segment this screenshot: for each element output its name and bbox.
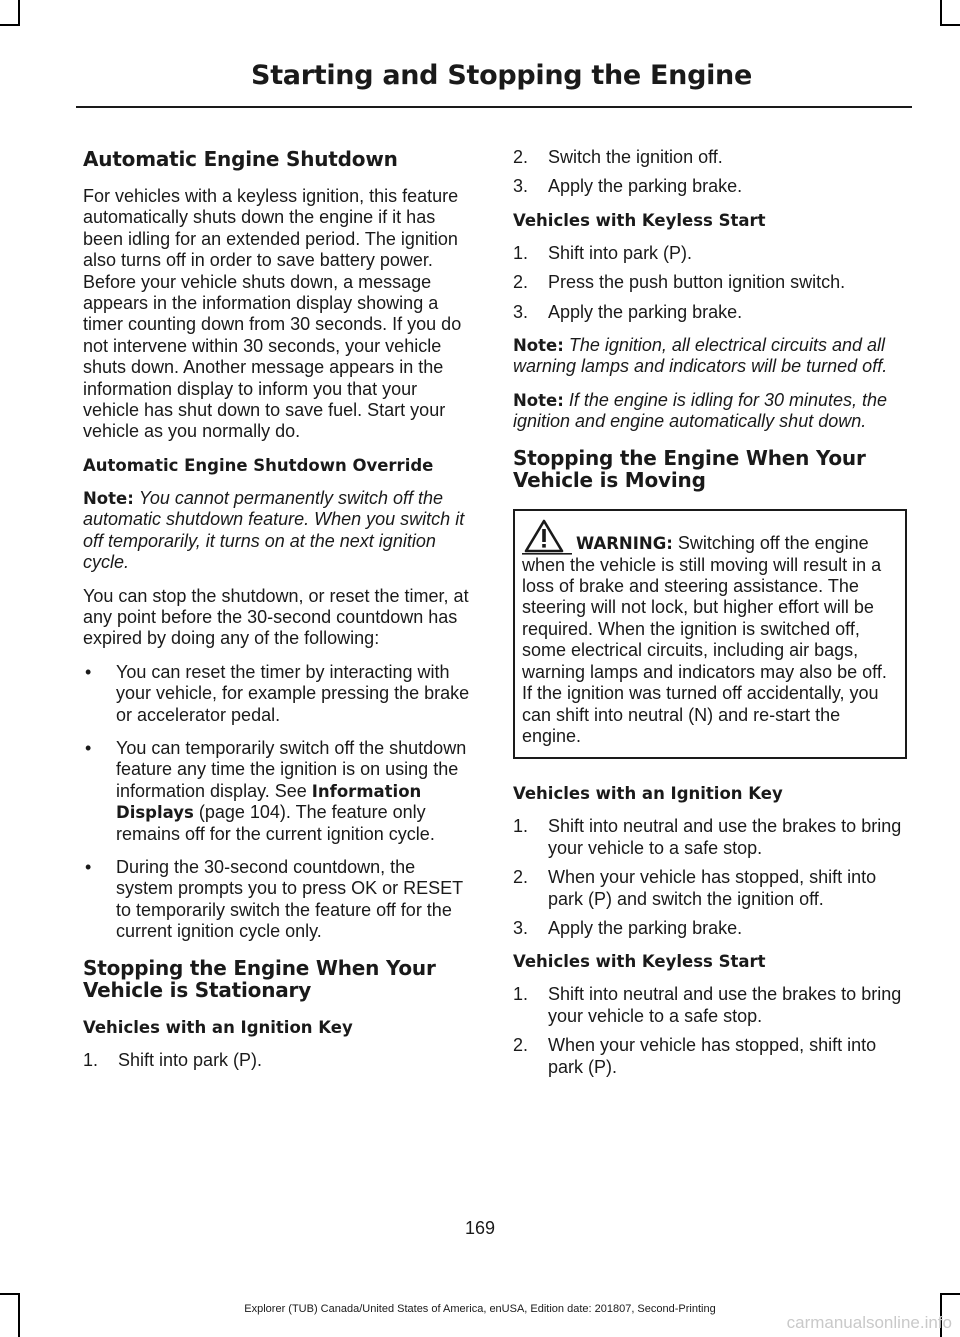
- heading-vehicles-with-ignition-key-moving: Vehicles with an Ignition Key: [513, 784, 783, 804]
- right-column: [513, 142, 907, 1090]
- stationary-ignition-key-steps-continued: [513, 147, 907, 198]
- moving-ignition-key-steps: [513, 816, 907, 939]
- step-text: Switch the ignition off.: [548, 147, 723, 167]
- override-options-list: [83, 662, 475, 943]
- bullet-marker: •: [85, 737, 92, 758]
- note-text: You cannot permanently switch off the automatic shutdown feature. When you switch it off temporarily, it turns on at the next ignition cycle.: [83, 487, 465, 573]
- heading-stopping-when-moving: Stopping the Engine When Your Vehicle is Moving: [513, 445, 866, 492]
- step-text: Shift into park (P).: [548, 242, 693, 263]
- override-note: [83, 488, 475, 574]
- header-rule: [76, 106, 912, 108]
- step-text: When your vehicle has stopped, shift into park (P) and switch the ignition off.: [548, 867, 877, 909]
- step-text: Apply the parking brake.: [548, 917, 743, 938]
- bullet-marker: •: [85, 856, 92, 877]
- page-header-title: Starting and Stopping the Engine: [251, 60, 752, 91]
- list-item: [83, 662, 475, 726]
- note-label: Note:: [83, 488, 134, 508]
- step-number: 1.: [83, 1049, 99, 1070]
- step-number: 2.: [513, 147, 529, 167]
- step-item: [83, 1050, 475, 1071]
- step-number: 2.: [513, 272, 529, 293]
- note-text: If the engine is idling for 30 minutes, the ignition and engine automatically shut down.: [513, 389, 888, 432]
- moving-keyless-steps: [513, 984, 907, 1078]
- list-item: [83, 738, 475, 845]
- crop-mark-bottom-right-horizontal: [940, 1293, 960, 1295]
- step-number: 3.: [513, 301, 529, 322]
- heading-vehicles-with-keyless-start-moving: Vehicles with Keyless Start: [513, 952, 766, 972]
- warning-text: Switching off the engine when the vehicle is still moving will result in a loss of brake and steering assistance. The steering will not lock, but higher effort will be required. When the ignition is switched off, some electrical circuits, including air bags, warning lamps and indicators may also be off. If the ignition was turned off accidentally, you can shift into neutral (N) and re-start the engine.: [522, 532, 887, 746]
- edition-footer: Explorer (TUB) Canada/United States of America, enUSA, Edition date: 201807, Second-Printing: [244, 1303, 716, 1315]
- step-number: 2.: [513, 867, 529, 888]
- crop-mark-bottom-left-horizontal: [0, 1293, 20, 1295]
- warning-label: WARNING:: [576, 533, 673, 553]
- page-number: 169: [464, 1218, 496, 1238]
- step-item: [513, 302, 907, 323]
- stationary-ignition-key-steps: [83, 1050, 475, 1071]
- left-column: [83, 142, 475, 1083]
- step-text: Shift into neutral and use the brakes to bring your vehicle to a safe stop.: [548, 984, 902, 1026]
- step-item: [513, 867, 907, 910]
- step-text: Press the push button ignition switch.: [548, 272, 846, 293]
- intro-paragraph: For vehicles with a keyless ignition, this feature automatically shuts down the engine if it has been idling for an extended period. The ignition also turns off in order to save battery power. Before your vehicle shuts down, a message appears in the information display showing a timer counting down from 30 seconds. If you do not intervene within 30 seconds, your vehicle shuts down. Another message appears in the information display to inform you that your vehicle has shut down to save fuel. Start your vehicle as you normally do.: [83, 186, 462, 442]
- list-item: [83, 857, 475, 943]
- step-item: [513, 176, 907, 197]
- list-item-text: During the 30-second countdown, the system prompts you to press OK or RESET to temporarily switch the feature off for the current ignition cycle only.: [116, 856, 463, 942]
- crop-mark-bottom-left-vertical: [18, 1293, 20, 1337]
- step-number: 3.: [513, 917, 529, 938]
- note-label: Note:: [513, 336, 564, 356]
- warning-box: [513, 509, 907, 760]
- step-item: [513, 243, 907, 264]
- step-text: Apply the parking brake.: [548, 301, 743, 322]
- crop-mark-top-left-horizontal: [0, 24, 20, 26]
- heading-automatic-engine-shutdown: Automatic Engine Shutdown: [83, 147, 398, 171]
- step-item: [513, 816, 907, 859]
- note-label: Note:: [513, 390, 564, 410]
- step-number: 1.: [513, 816, 529, 837]
- list-item-text-suffix: (page 104). The feature only remains off for the current ignition cycle.: [116, 802, 435, 844]
- note-idle-shutdown: [513, 390, 907, 433]
- warning-triangle-icon: [522, 519, 572, 555]
- list-item-text: You can temporarily switch off the shutdown feature any time the ignition is on using the information display. See: [116, 737, 467, 801]
- step-text: When your vehicle has stopped, shift into park (P).: [548, 1035, 877, 1077]
- stop-shutdown-paragraph: You can stop the shutdown, or reset the timer, at any point before the 30-second countdown has expired by doing any of the following:: [83, 585, 469, 649]
- cross-reference-link[interactable]: Information Displays: [116, 781, 422, 823]
- step-number: 2.: [513, 1035, 529, 1056]
- step-item: [513, 272, 907, 293]
- step-number: 1.: [513, 242, 529, 263]
- crop-mark-top-right-horizontal: [940, 24, 960, 26]
- step-item: [513, 1035, 907, 1078]
- note-electrical-off: [513, 335, 907, 378]
- step-text: Shift into neutral and use the brakes to bring your vehicle to a safe stop.: [548, 816, 902, 858]
- crop-mark-top-right-vertical: [940, 0, 942, 26]
- step-text: Apply the parking brake.: [548, 176, 743, 197]
- stationary-keyless-steps: [513, 243, 907, 323]
- step-item: [513, 984, 907, 1027]
- step-item: [513, 918, 907, 939]
- heading-vehicles-with-keyless-start: Vehicles with Keyless Start: [513, 210, 766, 230]
- crop-mark-top-left-vertical: [18, 0, 20, 26]
- heading-vehicles-with-ignition-key: Vehicles with an Ignition Key: [83, 1017, 353, 1037]
- bullet-marker: •: [85, 661, 92, 682]
- note-text: The ignition, all electrical circuits and all warning lamps and indicators will be turned off.: [513, 335, 888, 377]
- step-item: [513, 147, 907, 168]
- watermark: carmanualsonline.info: [786, 1313, 952, 1332]
- step-number: 1.: [513, 984, 529, 1005]
- heading-shutdown-override: Automatic Engine Shutdown Override: [83, 455, 434, 475]
- list-item-text: You can reset the timer by interacting with your vehicle, for example pressing the brake or accelerator pedal.: [116, 661, 470, 725]
- warning-paragraph: [522, 519, 899, 748]
- step-number: 3.: [513, 176, 529, 197]
- step-text: Shift into park (P).: [118, 1049, 263, 1070]
- heading-stopping-when-stationary: Stopping the Engine When Your Vehicle is Stationary: [83, 955, 436, 1002]
